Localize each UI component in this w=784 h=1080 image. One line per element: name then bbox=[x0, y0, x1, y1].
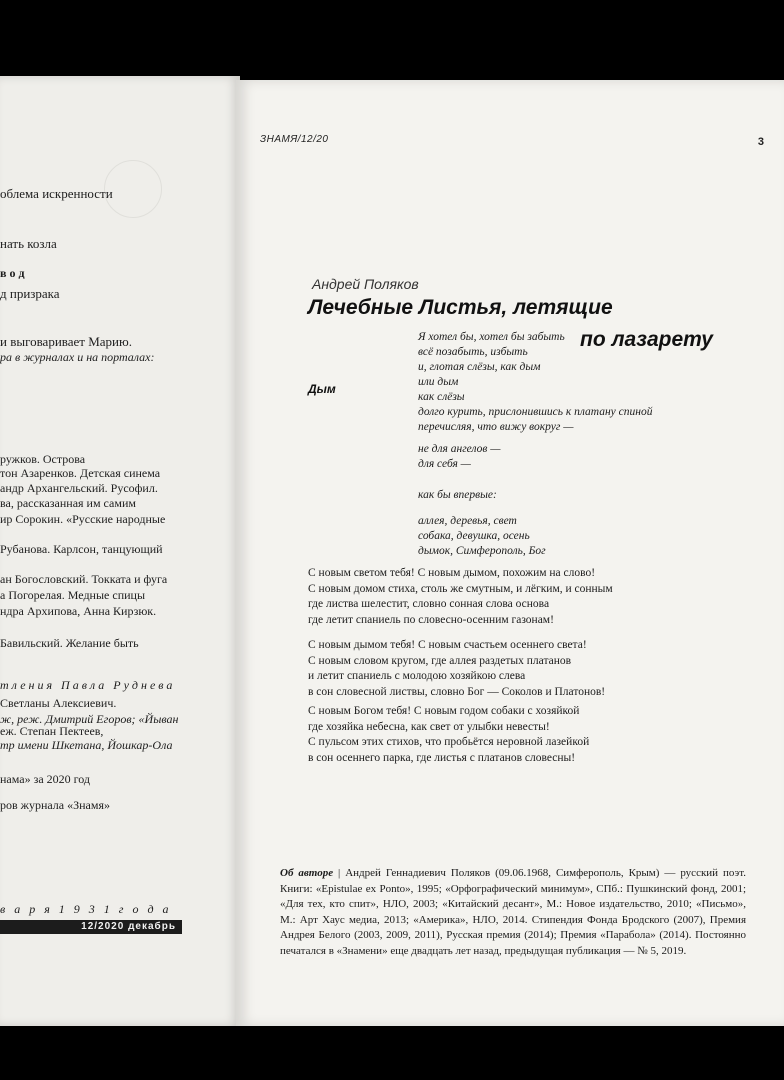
stanza bbox=[308, 638, 605, 700]
left-page-line: еж. Степан Пектеев, bbox=[0, 724, 104, 738]
verse-line: перечисляя, что вижу вокруг — bbox=[418, 421, 574, 433]
verse-line: для себя — bbox=[418, 458, 471, 470]
verse-block bbox=[418, 330, 652, 435]
running-head: ЗНАМЯ/12/20 bbox=[260, 134, 329, 145]
section-heading: Дым bbox=[308, 382, 336, 396]
left-page-line: ров журнала «Знамя» bbox=[0, 798, 110, 812]
left-page-line: Светланы Алексиевич. bbox=[0, 696, 117, 710]
stanza bbox=[308, 704, 589, 766]
verse-line: собака, девушка, осень bbox=[418, 530, 530, 542]
left-page-line: ндра Архипова, Анна Кирзюк. bbox=[0, 604, 157, 618]
verse-line: Я хотел бы, хотел бы забыть bbox=[418, 331, 565, 343]
about-author-label: Об авторе bbox=[280, 867, 334, 879]
verse-line: долго курить, прислонившись к платану спиной bbox=[418, 406, 653, 418]
stanza-line: С новым дымом тебя! С новым счастьем осеннего света! bbox=[308, 639, 587, 651]
left-page-line: и выговаривает Марию. bbox=[0, 334, 132, 349]
left-page-line: ир Сорокин. «Русские народные bbox=[0, 512, 166, 526]
left-page-line: нать козла bbox=[0, 236, 57, 251]
stanza-line: С новым Богом тебя! С новым годом собаки с хозяйкой bbox=[308, 705, 580, 717]
left-page-line: тон Азаренков. Детская синема bbox=[0, 466, 161, 480]
left-page-line: ружков. Острова bbox=[0, 452, 86, 466]
left-page-line: а Погорелая. Медные спицы bbox=[0, 588, 146, 602]
verse-line: и, глотая слёзы, как дым bbox=[418, 361, 541, 373]
left-page-line: нама» за 2020 год bbox=[0, 772, 91, 786]
left-page-line: тления Павла Руднева bbox=[0, 678, 176, 692]
right-page bbox=[236, 80, 784, 1026]
stanza-line: С новым словом кругом, где аллея раздетых платанов bbox=[308, 654, 572, 667]
left-page-line: тр имени Шкетана, Йошкар-Ола bbox=[0, 738, 173, 752]
left-page-line: ва, рассказанная им самим bbox=[0, 496, 136, 510]
verse-line: как бы впервые: bbox=[418, 489, 497, 501]
poem-title-line-2: по лазарету bbox=[580, 328, 713, 351]
verse-line: или дым bbox=[418, 376, 459, 388]
issue-band-label: 12/2020 декабрь bbox=[81, 921, 176, 932]
about-author bbox=[280, 866, 746, 959]
stanza-line: где хозяйка небесна, как свет от улыбки невесты! bbox=[308, 720, 550, 733]
verse-block bbox=[418, 488, 497, 503]
left-page-line: андр Архангельский. Русофил. bbox=[0, 481, 158, 495]
stanza-line: С новым домом стиха, столь же смутным, и лёгким, и сонным bbox=[308, 582, 613, 595]
left-page-line: ан Богословский. Токката и фуга bbox=[0, 572, 168, 586]
verse-line: как слёзы bbox=[418, 391, 465, 403]
author-name: Андрей Поляков bbox=[312, 276, 419, 292]
left-page-line: Рубанова. Карлсон, танцующий bbox=[0, 542, 163, 556]
verse-line: дымок, Симферополь, Бог bbox=[418, 545, 546, 557]
stanza bbox=[308, 566, 613, 628]
left-page bbox=[0, 76, 240, 1026]
page-number: 3 bbox=[757, 136, 764, 148]
left-page-line: д призрака bbox=[0, 286, 60, 301]
stanza-line: где листва шелестит, словно сонная слова основа bbox=[308, 598, 550, 610]
stanza-line: в сон словесной листвы, словно Бог — Соколов и Платонов! bbox=[308, 685, 606, 698]
left-page-line: ра в журналах и на порталах: bbox=[0, 350, 155, 364]
left-page-line: в а р я 1 9 3 1 г о д а bbox=[0, 902, 172, 916]
left-page-line: Бавильский. Желание быть bbox=[0, 636, 139, 650]
verse-line: аллея, деревья, свет bbox=[418, 515, 517, 527]
stanza-line: С пульсом этих стихов, что пробьётся неровной лазейкой bbox=[308, 736, 590, 748]
issue-band bbox=[0, 920, 182, 934]
stanza-line: в сон осеннего парка, где листья с платанов словесны! bbox=[308, 751, 576, 764]
verse-line: всё позабыть, избыть bbox=[418, 346, 528, 358]
poem-title-line-1: Лечебные Листья, летящие bbox=[308, 296, 613, 319]
verse-block bbox=[418, 442, 501, 472]
stanza-line: и летит спаниель с молодою хозяйкою слева bbox=[308, 670, 526, 682]
verse-line: не для ангелов — bbox=[418, 443, 501, 455]
left-page-line: облема искренности bbox=[0, 186, 113, 201]
left-page-line: ж, реж. Дмитрий Егоров; «Йыван bbox=[0, 712, 179, 726]
stanza-line: С новым светом тебя! С новым дымом, похожим на слово! bbox=[308, 567, 596, 579]
about-author-text: | Андрей Геннадиевич Поляков (09.06.1968, Симферополь, Крым) — русский поэт. Книги: «Epistulae ex Ponto», 1995; «Орфографический минимум», СПб.: Пушкинский фонд, 2001; «Для тех, кто спит», НЛО, 2003; «Китайский десант», М.: Новое издательство, 2010; «Письмо», М.: Арт Хаус медиа, 2013; «Америка», НЛО, 2014. Стипендия Фонда Бродского (2007), Премия Андрея Белого (2003, 2009, 2011), Русская премия (2014); Премия «Парабола» (2014). Постоянно печатался в «Знамени» еще двадцать лет назад, предыдущая публикация — № 5, 2019. bbox=[280, 867, 746, 957]
verse-block bbox=[418, 514, 546, 559]
stanza-line: где летит спаниель по словесно-осенним газонам! bbox=[308, 613, 554, 626]
left-page-line: в о д bbox=[0, 266, 25, 280]
